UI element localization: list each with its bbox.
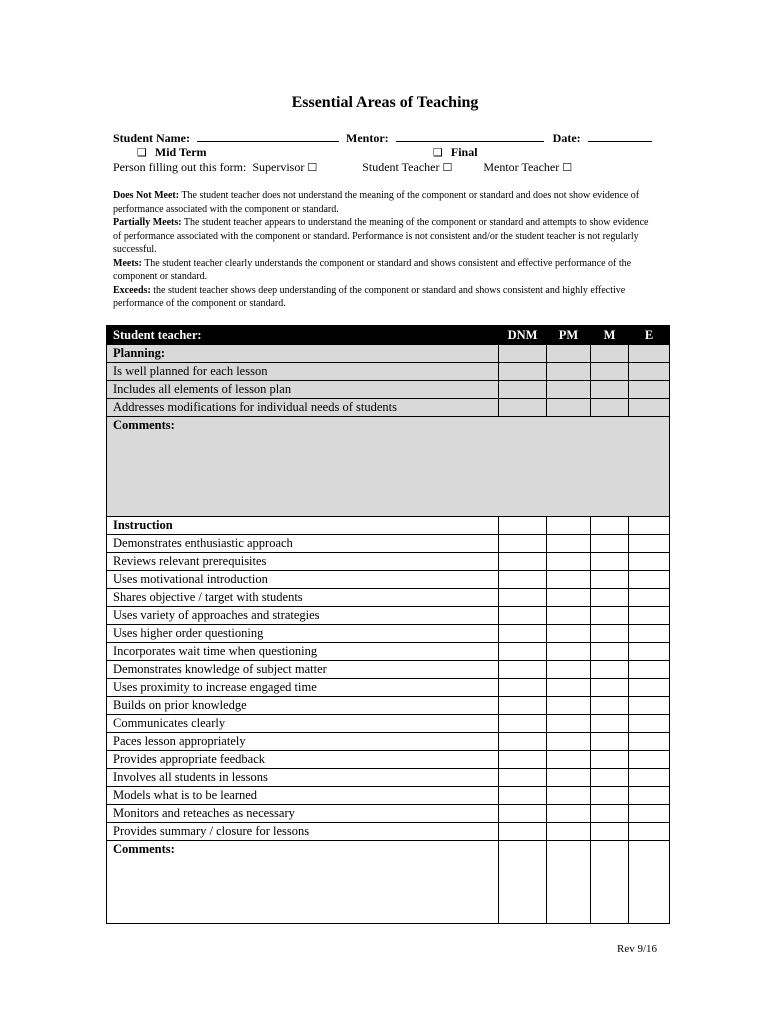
rating-cell[interactable] <box>591 841 629 924</box>
table-row <box>107 535 670 553</box>
criterion-label: Reviews relevant prerequisites <box>107 553 499 571</box>
planning-section-row <box>107 345 670 363</box>
rating-cell[interactable] <box>547 589 591 607</box>
rating-cell[interactable] <box>499 805 547 823</box>
table-row <box>107 399 670 417</box>
planning-title: Planning: <box>107 345 499 363</box>
criterion-label: Communicates clearly <box>107 715 499 733</box>
rating-cell[interactable] <box>629 805 670 823</box>
person-filling-label: Person filling out this form: <box>113 160 247 174</box>
rating-cell[interactable] <box>547 517 591 535</box>
criterion-label: Demonstrates knowledge of subject matter <box>107 661 499 679</box>
rating-cell[interactable] <box>499 679 547 697</box>
rating-cell[interactable] <box>499 553 547 571</box>
rating-cell[interactable] <box>629 535 670 553</box>
rating-cell[interactable] <box>629 787 670 805</box>
criterion-label: Monitors and reteaches as necessary <box>107 805 499 823</box>
rating-cell[interactable] <box>499 715 547 733</box>
rating-cell[interactable] <box>591 399 629 417</box>
person-filling-row <box>113 160 580 175</box>
rating-cell[interactable] <box>591 517 629 535</box>
rating-cell[interactable] <box>591 607 629 625</box>
instruction-section-row <box>107 517 670 535</box>
page-title: Essential Areas of Teaching <box>291 94 479 111</box>
rating-cell[interactable] <box>629 679 670 697</box>
rating-cell[interactable] <box>547 769 591 787</box>
rating-cell[interactable] <box>547 787 591 805</box>
rating-cell[interactable] <box>591 715 629 733</box>
final-option[interactable] <box>433 145 478 160</box>
rating-cell[interactable] <box>547 715 591 733</box>
definition-exceeds: Exceeds: the student teacher shows deep understanding of the component or standard and shows consistent and highly effective performance of the component or standard. <box>113 284 626 309</box>
criterion-label: Is well planned for each lesson <box>107 363 499 381</box>
rating-cell[interactable] <box>629 841 670 924</box>
rating-cell[interactable] <box>547 571 591 589</box>
rating-cell[interactable] <box>591 679 629 697</box>
final-label: Final <box>450 145 478 159</box>
rating-cell[interactable] <box>629 751 670 769</box>
rating-cell[interactable] <box>591 661 629 679</box>
rating-definitions <box>113 189 658 311</box>
rating-cell[interactable] <box>629 643 670 661</box>
rating-cell[interactable] <box>629 571 670 589</box>
rating-cell[interactable] <box>547 697 591 715</box>
student-name-label: Student Name: <box>113 131 190 145</box>
rating-cell[interactable] <box>547 733 591 751</box>
rating-cell[interactable] <box>591 381 629 399</box>
rating-cell[interactable] <box>499 733 547 751</box>
planning-comments-label: Comments: <box>113 418 175 432</box>
criterion-label: Demonstrates enthusiastic approach <box>107 535 499 553</box>
rating-cell[interactable] <box>591 733 629 751</box>
date-field[interactable] <box>588 130 652 142</box>
rating-cell[interactable] <box>629 661 670 679</box>
column-m: M <box>591 326 629 345</box>
mentor-teacher-checkbox-icon[interactable]: ☐ <box>562 161 573 174</box>
rating-cell[interactable] <box>499 625 547 643</box>
rating-cell[interactable] <box>547 381 591 399</box>
student-name-field[interactable] <box>197 130 339 142</box>
table-row <box>107 571 670 589</box>
rating-cell[interactable] <box>591 571 629 589</box>
table-row <box>107 661 670 679</box>
table-row <box>107 697 670 715</box>
definition-meets: Meets: The student teacher clearly understands the component or standard and shows consistent and effective performance of the component or standard. <box>113 257 632 282</box>
criterion-label: Provides summary / closure for lessons <box>107 823 499 841</box>
rating-cell[interactable] <box>499 589 547 607</box>
rating-cell[interactable] <box>547 679 591 697</box>
rating-cell[interactable] <box>499 661 547 679</box>
rating-cell[interactable] <box>591 535 629 553</box>
rating-cell[interactable] <box>547 535 591 553</box>
rating-cell[interactable] <box>591 697 629 715</box>
definition-does-not-meet: Does Not Meet: The student teacher does not understand the meaning of the component or standard and does not show evidence of performance associated with the component or standard. <box>113 190 640 215</box>
rating-cell[interactable] <box>629 399 670 417</box>
mentor-label: Mentor: <box>346 131 389 145</box>
criterion-label: Uses variety of approaches and strategies <box>107 607 499 625</box>
definition-partially-meets: Partially Meets: The student teacher appears to understand the meaning of the component or standard and attempts to show evidence of performance associated with the component or standard. Performance is not consistent and/or the student teacher is not regularly successful. <box>113 217 649 255</box>
rating-cell[interactable] <box>499 363 547 381</box>
criterion-label: Shares objective / target with students <box>107 589 499 607</box>
student-info-row <box>113 130 652 146</box>
rating-cell[interactable] <box>591 805 629 823</box>
planning-comments-row <box>107 417 670 517</box>
rating-cell[interactable] <box>591 643 629 661</box>
mid-term-label: Mid Term <box>154 145 207 159</box>
rating-cell[interactable] <box>547 661 591 679</box>
criterion-label: Paces lesson appropriately <box>107 733 499 751</box>
table-row <box>107 805 670 823</box>
table-row <box>107 589 670 607</box>
rating-cell[interactable] <box>499 751 547 769</box>
table-row <box>107 787 670 805</box>
rating-cell[interactable] <box>499 769 547 787</box>
mentor-teacher-label: Mentor Teacher <box>483 160 560 174</box>
criterion-label: Uses higher order questioning <box>107 625 499 643</box>
rating-cell[interactable] <box>629 715 670 733</box>
rating-cell[interactable] <box>547 363 591 381</box>
rating-cell[interactable] <box>629 733 670 751</box>
instruction-title: Instruction <box>107 517 499 535</box>
column-pm: PM <box>547 326 591 345</box>
rating-cell[interactable] <box>547 625 591 643</box>
rating-cell[interactable] <box>591 823 629 841</box>
rating-cell[interactable] <box>499 787 547 805</box>
rating-cell[interactable] <box>629 607 670 625</box>
criterion-label: Provides appropriate feedback <box>107 751 499 769</box>
mid-term-checkbox-icon[interactable]: ❑ <box>137 146 147 159</box>
rating-cell[interactable] <box>499 643 547 661</box>
table-row <box>107 679 670 697</box>
rating-cell[interactable] <box>499 399 547 417</box>
rating-cell[interactable] <box>499 535 547 553</box>
criterion-label: Involves all students in lessons <box>107 769 499 787</box>
rating-cell[interactable] <box>629 553 670 571</box>
mentor-field[interactable] <box>396 130 544 142</box>
criterion-label: Uses proximity to increase engaged time <box>107 679 499 697</box>
rating-cell[interactable] <box>547 399 591 417</box>
column-e: E <box>629 326 670 345</box>
planning-comments-box[interactable] <box>107 417 670 517</box>
rating-cell[interactable] <box>591 769 629 787</box>
rating-cell[interactable] <box>499 345 547 363</box>
student-teacher-label: Student Teacher <box>362 160 440 174</box>
rating-cell[interactable] <box>499 381 547 399</box>
supervisor-label: Supervisor <box>252 160 305 174</box>
rating-cell[interactable] <box>629 381 670 399</box>
student-teacher-checkbox-icon[interactable]: ☐ <box>442 161 453 174</box>
table-row <box>107 381 670 399</box>
rating-cell[interactable] <box>499 571 547 589</box>
rating-cell[interactable] <box>499 823 547 841</box>
mid-term-option[interactable] <box>137 145 207 160</box>
table-row <box>107 625 670 643</box>
rating-cell[interactable] <box>591 363 629 381</box>
student-teacher-header: Student teacher: <box>107 326 499 345</box>
table-row <box>107 733 670 751</box>
rating-cell[interactable] <box>629 345 670 363</box>
rating-cell[interactable] <box>629 589 670 607</box>
table-row <box>107 607 670 625</box>
rating-cell[interactable] <box>591 787 629 805</box>
rating-cell[interactable] <box>591 589 629 607</box>
table-row <box>107 363 670 381</box>
instruction-comments-box[interactable] <box>107 841 499 924</box>
final-checkbox-icon[interactable]: ❑ <box>433 146 443 159</box>
rating-cell[interactable] <box>629 697 670 715</box>
column-dnm: DNM <box>499 326 547 345</box>
table-row <box>107 643 670 661</box>
rating-cell[interactable] <box>591 751 629 769</box>
rating-cell[interactable] <box>499 697 547 715</box>
date-label: Date: <box>552 131 581 145</box>
criterion-label: Includes all elements of lesson plan <box>107 381 499 399</box>
rating-cell[interactable] <box>629 625 670 643</box>
rating-cell[interactable] <box>499 517 547 535</box>
instruction-comments-row <box>107 841 670 924</box>
rating-cell[interactable] <box>547 841 591 924</box>
rating-cell[interactable] <box>547 607 591 625</box>
table-row <box>107 553 670 571</box>
criterion-label: Addresses modifications for individual needs of students <box>107 399 499 417</box>
rating-cell[interactable] <box>499 607 547 625</box>
table-row <box>107 751 670 769</box>
criterion-label: Uses motivational introduction <box>107 571 499 589</box>
rating-cell[interactable] <box>629 517 670 535</box>
rating-cell[interactable] <box>547 805 591 823</box>
rating-cell[interactable] <box>629 823 670 841</box>
criterion-label: Incorporates wait time when questioning <box>107 643 499 661</box>
table-row <box>107 715 670 733</box>
rating-cell[interactable] <box>547 751 591 769</box>
rating-cell[interactable] <box>499 841 547 924</box>
rating-cell[interactable] <box>547 345 591 363</box>
evaluation-table <box>106 325 670 924</box>
table-header-row <box>107 326 670 345</box>
instruction-comments-label: Comments: <box>113 842 175 856</box>
revision-label: Rev 9/16 <box>617 943 658 955</box>
criterion-label: Builds on prior knowledge <box>107 697 499 715</box>
rating-cell[interactable] <box>547 553 591 571</box>
rating-cell[interactable] <box>591 625 629 643</box>
table-row <box>107 823 670 841</box>
rating-cell[interactable] <box>547 643 591 661</box>
rating-cell[interactable] <box>591 345 629 363</box>
rating-cell[interactable] <box>629 769 670 787</box>
criterion-label: Models what is to be learned <box>107 787 499 805</box>
supervisor-checkbox-icon[interactable]: ☐ <box>307 161 318 174</box>
rating-cell[interactable] <box>547 823 591 841</box>
table-row <box>107 769 670 787</box>
rating-cell[interactable] <box>629 363 670 381</box>
rating-cell[interactable] <box>591 553 629 571</box>
